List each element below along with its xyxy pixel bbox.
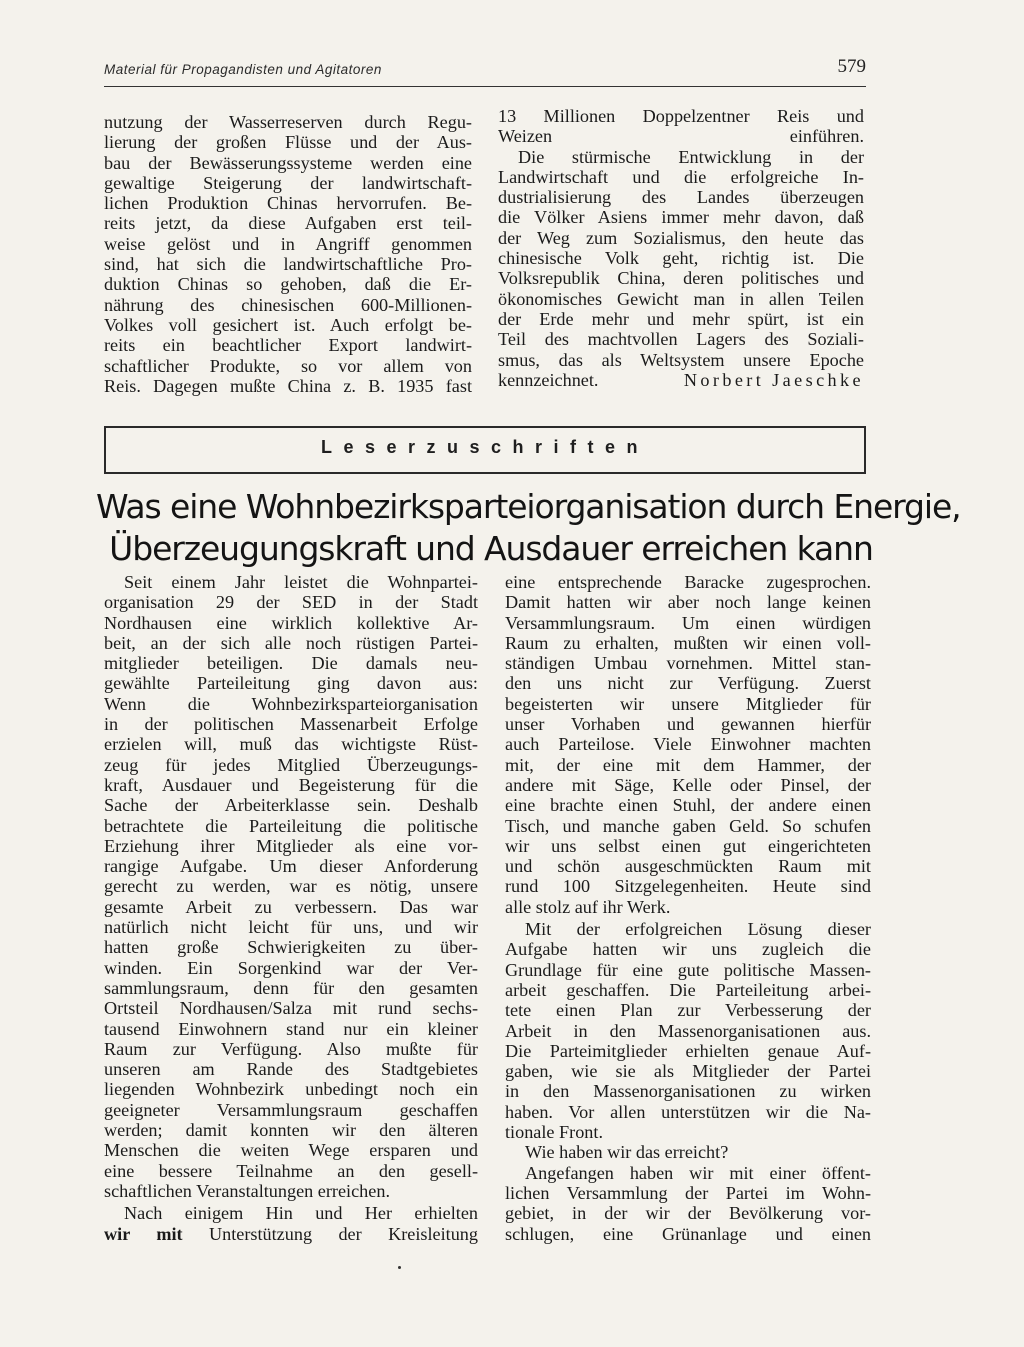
headline-line: Was eine Wohnbezirksparteiorganisation durch Energie,: [96, 487, 961, 526]
paragraph: [505, 572, 871, 917]
text-line: nutzung der Wasserreserven durch Regu-: [104, 112, 472, 132]
text-line: unser Vorhaben und gewannen hierfür: [505, 714, 871, 735]
text-line: unseren am Rande des Stadtgebietes: [104, 1059, 478, 1080]
paragraph: [505, 1163, 871, 1244]
text-line: Volksrepublik China, deren politisches und: [498, 268, 864, 289]
text-line: liegenden Wohnbezirk unbedingt noch ein: [104, 1079, 478, 1100]
author-signature: Norbert Jaeschke: [683, 369, 864, 390]
text-line: Nordhausen eine wirklich kollektive Ar-: [104, 612, 478, 633]
text-line: schlugen, eine Grünanlage und einen: [505, 1223, 871, 1244]
text-line: kraft, Ausdauer und Begeisterung für die: [104, 774, 478, 795]
text-line: Reis. Dagegen mußte China z. B. 1935 fast: [104, 375, 472, 396]
text-line: in der politischen Massenarbeit Erfolge: [104, 714, 478, 735]
text-line: eine bessere Teilnahme an den gesell-: [104, 1160, 478, 1181]
text-line: tete einen Plan zur Verbesserung der: [505, 1000, 871, 1021]
text-line: 13 Millionen Doppelzentner Reis und: [498, 106, 864, 126]
article-headline: [96, 486, 961, 570]
text-line: Wenn die Wohnbezirksparteiorganisation: [104, 693, 478, 714]
text-line: organisation 29 der SED in der Stadt: [104, 592, 478, 613]
text-line: Angefangen haben wir mit einer öffent-: [525, 1162, 871, 1183]
text-line: geeigneter Versammlungsraum geschaffen: [104, 1099, 478, 1120]
text-line: arbeit geschaffen. Die Parteileitung arbei-: [505, 979, 871, 1000]
text-line: weise gelöst und in Angriff genommen: [104, 233, 472, 254]
text-line: gerecht zu werden, war es nötig, unsere: [104, 876, 478, 897]
text-line: Landwirtschaft und die erfolgreiche In-: [498, 166, 864, 187]
text-line: eine entsprechende Baracke zugesprochen.: [505, 572, 871, 592]
text-line: Sache der Arbeiterklasse sein. Deshalb: [104, 795, 478, 816]
text-line: Volkes voll gesichert ist. Auch erfolgt be-: [104, 314, 472, 335]
text-line: haben. Vor allen unterstützen wir die Na-: [505, 1101, 871, 1122]
section-label: Leserzuschriften: [320, 437, 650, 457]
text-line: Weizen einführen.: [498, 126, 864, 147]
paragraph: [498, 147, 864, 167]
text-line: rangige Aufgabe. Um dieser Anforderung: [104, 856, 478, 877]
text-line: alle stolz auf ihr Werk.: [505, 896, 671, 917]
text-line: lichen Produktion Chinas hervorrufen. Be-: [104, 193, 472, 214]
text-line: gebiet, in der wir der Bevölkerung vor-: [505, 1203, 871, 1224]
text-line: gesamte Arbeit zu verbessern. Das war: [104, 896, 478, 917]
text-line: smus, das als Weltsystem unsere Epoche: [498, 349, 864, 370]
text-line: tausend Einwohnern stand nur ein kleiner: [104, 1018, 478, 1039]
text-line: sind, hat sich die landwirtschaftliche Pro-: [104, 254, 472, 275]
text-line: begeisterten wir unsere Mitglieder für: [505, 693, 871, 714]
text-line: Seit einem Jahr leistet die Wohnpartei-: [124, 572, 478, 592]
ink-speck: [398, 1266, 401, 1269]
text-line: gaben, wie sie als Mitglieder der Partei: [505, 1061, 871, 1082]
text-line: die Völker Asiens immer mehr davon, daß: [498, 207, 864, 228]
text-line: lierung der großen Flüsse und der Aus-: [104, 132, 472, 153]
text-line: duktion Chinas so gehoben, daß die Er-: [104, 274, 472, 295]
text-line: andere mit Säge, Kelle oder Pinsel, der: [505, 774, 871, 795]
text-line: kennzeichnet.: [498, 369, 599, 390]
paragraph-continued: [498, 167, 864, 390]
text-line: tionale Front.: [505, 1122, 603, 1143]
text-line: winden. Ein Sorgenkind war der Ver-: [104, 957, 478, 978]
text-line: schaftlicher Produkte, so vor allem von: [104, 355, 472, 376]
text-line: bau der Bewässerungssysteme werden eine: [104, 152, 472, 173]
headline-line: Überzeugungskraft und Ausdauer erreichen kann: [109, 529, 873, 568]
text-line: schaftlichen Veranstaltungen erreichen.: [104, 1180, 390, 1201]
section-label-box: [104, 426, 866, 474]
text-line: und schön ausgeschmückten Raum mit: [505, 856, 871, 877]
text-line: Nach einigem Hin und Her erhielten: [124, 1203, 478, 1224]
running-title: Material für Propagandisten und Agitatoren: [104, 62, 382, 77]
text-line: [104, 1224, 478, 1244]
last-line: [498, 370, 864, 390]
text-line: Tisch, und manche gaben Geld. So schufen: [505, 815, 871, 836]
text-line: gewaltige Steigerung der landwirtschaft-: [104, 172, 472, 193]
running-header: [104, 56, 866, 87]
text-line: sammlungsraum, denn für den gesamten: [104, 977, 478, 998]
text-line: zeug für jedes Mitglied Überzeugungs-: [104, 754, 478, 775]
text-fragment: Unterstützung der Kreisleitung: [182, 1223, 478, 1244]
text-line: wir uns selbst einen gut eingerichteten: [505, 835, 871, 856]
top-left-column: [104, 112, 472, 396]
text-line: beit, an der sich alle noch rüstigen Partei-: [104, 632, 478, 653]
text-line: dustrialisierung des Landes überzeugen: [498, 187, 864, 208]
text-line: eine brachte einen Stuhl, der andere einen: [505, 795, 871, 816]
text-line: der Erde mehr und mehr spürt, ist ein: [498, 308, 864, 329]
text-line: Raum zu erhalten, mußten wir einen voll-: [505, 632, 871, 653]
bottom-right-column: [505, 572, 871, 1244]
text-line: Arbeit in den Massenorganisationen aus.: [505, 1020, 871, 1041]
paragraph: [104, 572, 478, 1201]
text-line: Die stürmische Entwicklung in der: [518, 146, 864, 167]
text-line: Menschen die weiten Wege ersparen und: [104, 1140, 478, 1161]
text-line: in den Massenorganisationen zu wirken: [505, 1081, 871, 1102]
text-line: betrachtete die Parteileitung die politische: [104, 815, 478, 836]
top-right-column: [498, 106, 864, 390]
text-line: Aufgabe hatten wir uns zugleich die: [505, 939, 871, 960]
text-line: Versammlungsraum. Um einen würdigen: [505, 612, 871, 633]
text-line: den uns nicht zur Verfügung. Zuerst: [505, 673, 871, 694]
text-line: auch Parteilose. Viele Einwohner machten: [505, 734, 871, 755]
text-line: ökonomisches Gewicht man in allen Teilen: [498, 288, 864, 309]
paragraph: [104, 1203, 478, 1244]
text-line: natürlich nicht leicht für uns, und wir: [104, 917, 478, 938]
paragraph: [505, 919, 871, 1142]
text-line: reits jetzt, da diese Aufgaben erst teil-: [104, 213, 472, 234]
text-line: mitglieder beteiligen. Die damals neu-: [104, 653, 478, 674]
text-line: Wie haben wir das erreicht?: [525, 1142, 729, 1163]
paragraph: [104, 112, 472, 396]
bottom-left-column: [104, 572, 478, 1244]
paragraph: [498, 106, 864, 147]
text-line: rund 100 Sitzgelegenheiten. Heute sind: [505, 876, 871, 897]
page-number: 579: [837, 56, 866, 77]
text-line: Raum zur Verfügung. Also mußte für: [104, 1038, 478, 1059]
text-line: Grundlage für eine gute politische Massen-: [505, 959, 871, 980]
text-line: gewählte Parteileitung ging davon aus:: [104, 673, 478, 694]
text-line: Damit hatten wir aber noch lange keinen: [505, 592, 871, 613]
text-line: Erziehung ihrer Mitglieder als eine vor-: [104, 835, 478, 856]
text-line: hatten große Schwierigkeiten zu über-: [104, 937, 478, 958]
text-line: lichen Versammlung der Partei im Wohn-: [505, 1182, 871, 1203]
text-line: Ortsteil Nordhausen/Salza mit rund sechs-: [104, 998, 478, 1019]
text-line: werden; damit konnten wir den älteren: [104, 1120, 478, 1141]
paragraph: [505, 1142, 871, 1162]
text-line: nährung des chinesischen 600-Millionen-: [104, 294, 472, 315]
text-line: mit, der eine mit dem Hammer, der: [505, 754, 871, 775]
text-line: Die Parteimitglieder erhielten genaue Auf-: [505, 1040, 871, 1061]
text-line: ständigen Umbau vornehmen. Mittel stan-: [505, 653, 871, 674]
text-line: Mit der erfolgreichen Lösung dieser: [525, 919, 871, 940]
text-line: Teil des machtvollen Lagers des Soziali-: [498, 329, 864, 350]
text-line: reits ein beachtlicher Export landwirt-: [104, 335, 472, 356]
text-line: der Weg zum Sozialismus, den heute das: [498, 227, 864, 248]
bold-text: wir mit: [104, 1223, 183, 1244]
text-line: chinesische Volk geht, richtig ist. Die: [498, 248, 864, 269]
text-line: erzielen will, muß das wichtigste Rüst-: [104, 734, 478, 755]
